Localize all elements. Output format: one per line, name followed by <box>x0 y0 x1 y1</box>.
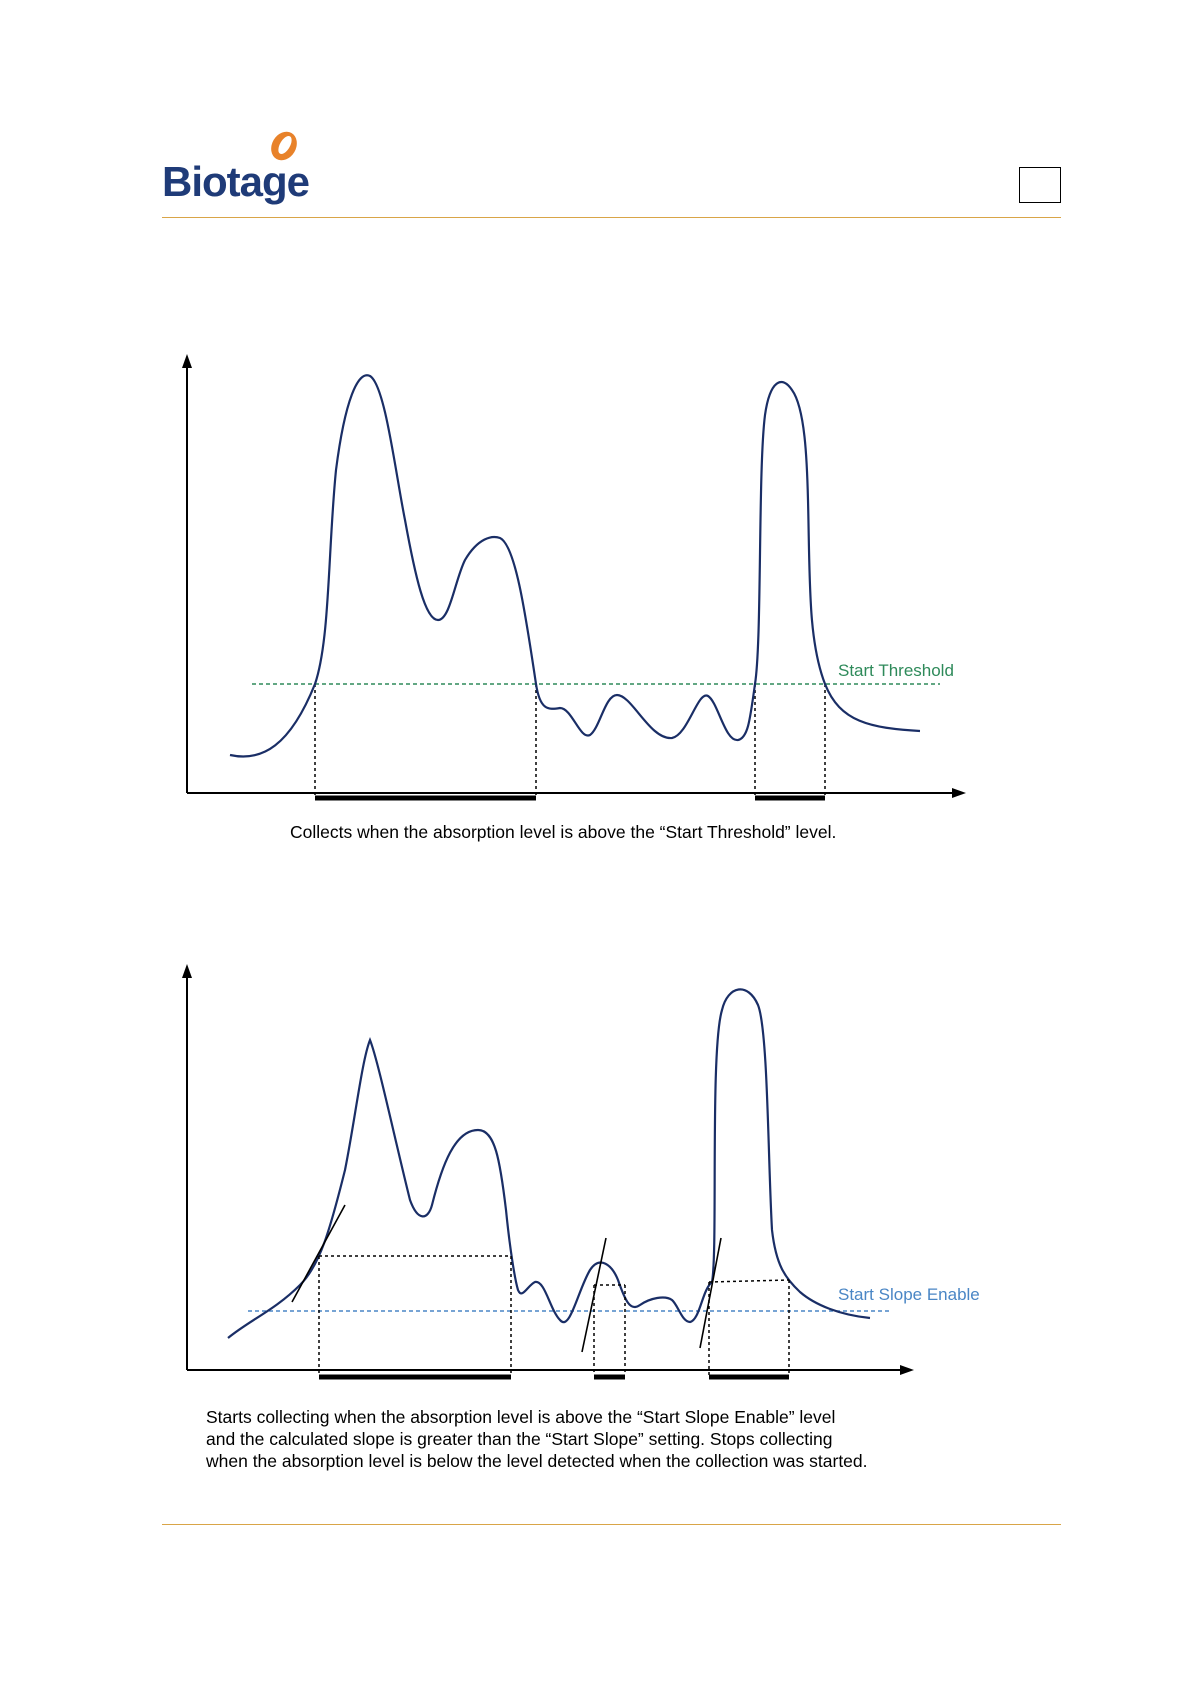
caption-line-2: and the calculated slope is greater than the “Start Slope” setting. Stops collecting <box>206 1429 833 1449</box>
diagram1-caption: Collects when the absorption level is above the “Start Threshold” level. <box>290 822 837 842</box>
absorption-curve <box>228 989 870 1338</box>
page-number-box <box>1019 167 1061 203</box>
collection-bounds <box>319 1256 789 1375</box>
header-rule <box>162 217 1061 218</box>
threshold-diagram <box>0 350 1191 810</box>
y-axis-arrow <box>182 964 192 978</box>
x-axis-arrow <box>952 788 966 798</box>
x-axis-arrow <box>900 1365 914 1375</box>
y-axis-arrow <box>182 354 192 368</box>
caption-line-1: Starts collecting when the absorption level is above the “Start Slope Enable” level <box>206 1407 836 1427</box>
caption-line-3: when the absorption level is below the level detected when the collection was started. <box>206 1451 868 1471</box>
logo-text: Biotage <box>162 158 310 205</box>
slope-diagram <box>0 960 1191 1400</box>
biotage-logo <box>162 128 310 208</box>
footer-rule <box>162 1524 1061 1525</box>
slope-tangents <box>292 1205 721 1352</box>
diagram2-caption <box>206 1406 868 1472</box>
absorption-curve <box>230 375 920 756</box>
start-threshold-label: Start Threshold <box>838 661 954 680</box>
start-slope-enable-label: Start Slope Enable <box>838 1285 980 1304</box>
collection-bounds <box>315 684 825 797</box>
